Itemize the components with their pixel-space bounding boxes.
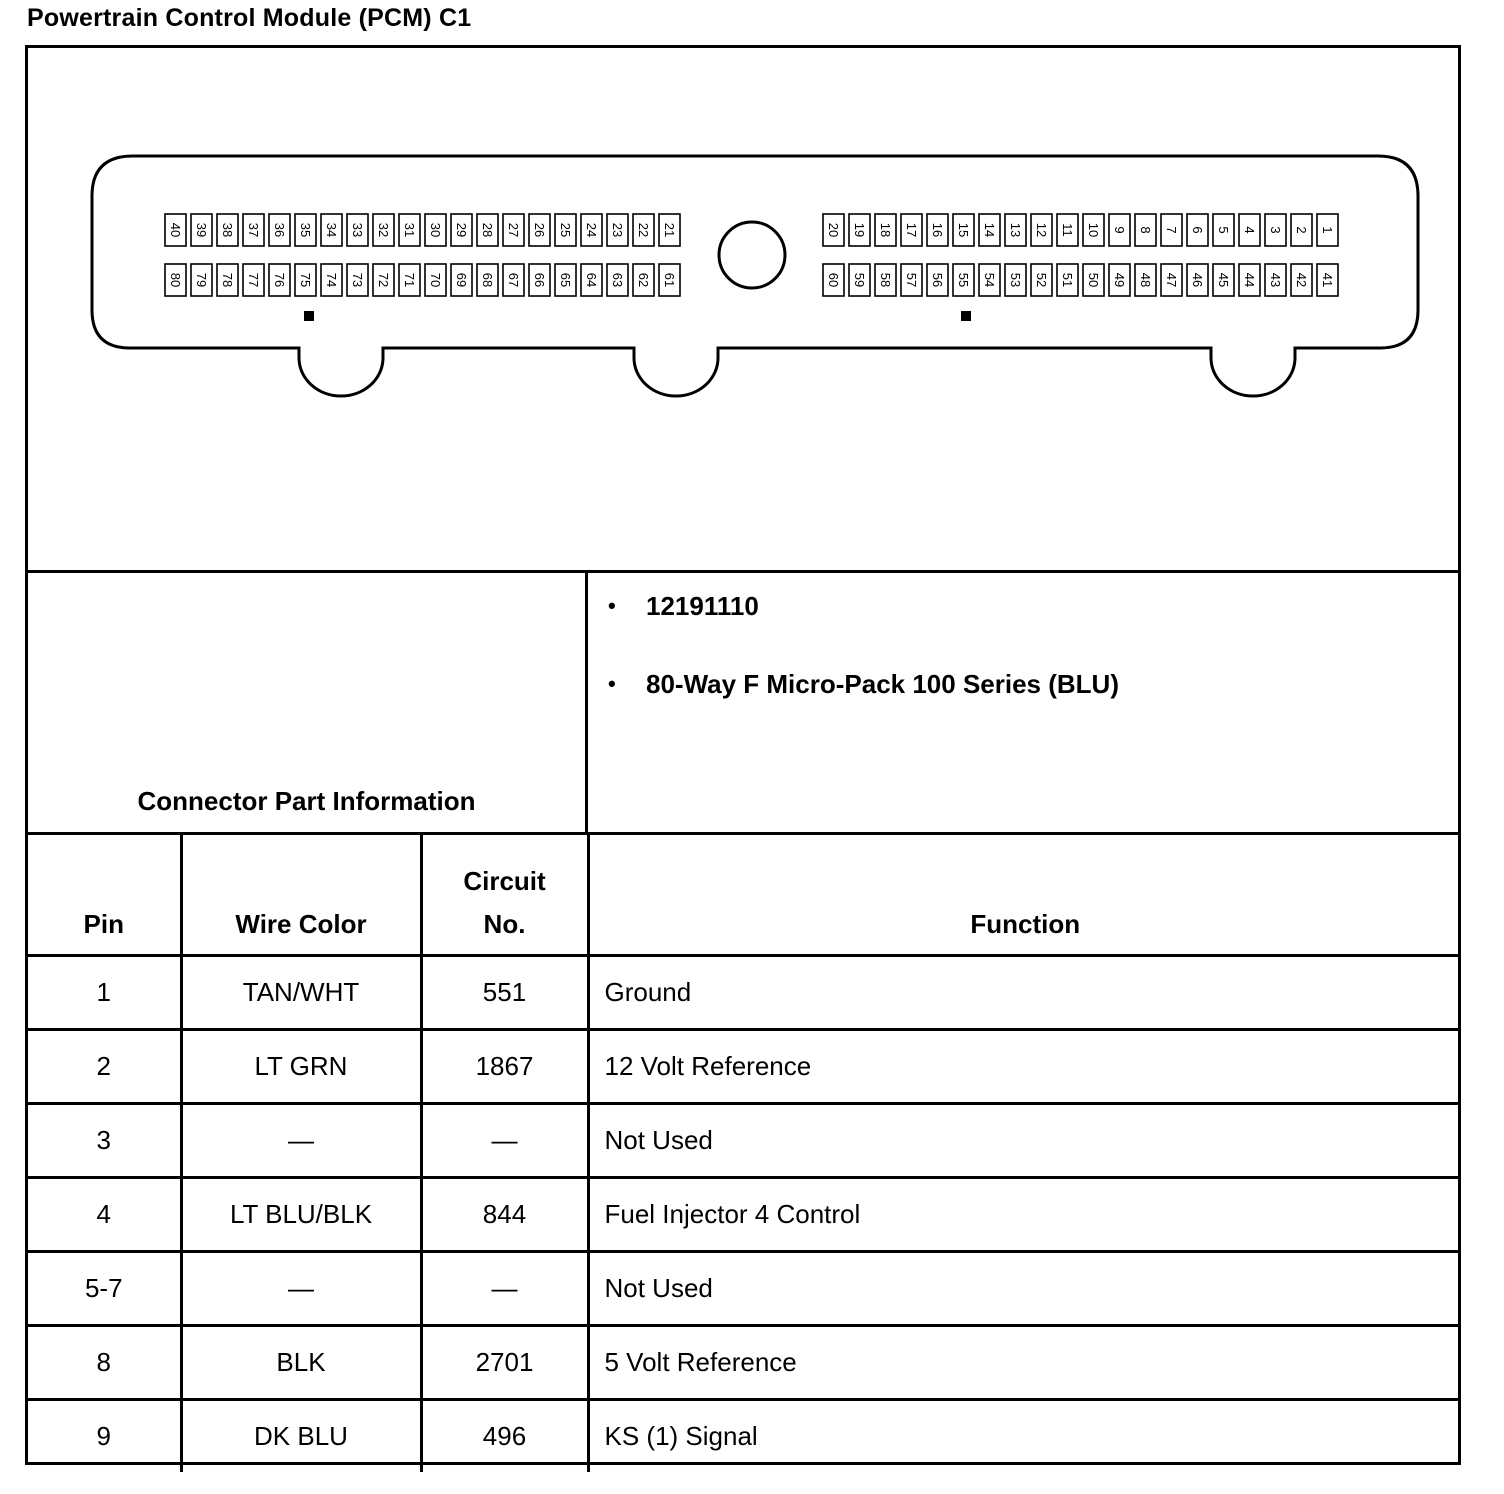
pin-cavity-65	[555, 264, 576, 296]
function-cell: Not Used	[588, 1104, 1461, 1178]
pin-cavity-41	[1317, 264, 1338, 296]
pin-cavity-22	[633, 214, 654, 246]
pin-number-label: 16	[930, 222, 945, 238]
table-row	[28, 1326, 1461, 1400]
pin-number-label: 37	[246, 222, 261, 238]
pin-number-label: 23	[610, 222, 625, 238]
pin-number-label: 28	[480, 222, 495, 238]
connector-part-info-list	[608, 591, 1119, 747]
pin-number-label: 79	[194, 272, 209, 288]
pin-number-label: 58	[878, 272, 893, 288]
circuit-cell: 844	[421, 1178, 588, 1252]
pin-number-label: 18	[878, 222, 893, 238]
pin-number-label: 70	[428, 272, 443, 288]
pin-cavity-24	[581, 214, 602, 246]
wire-color-cell: DK BLU	[181, 1400, 421, 1473]
pin-number-label: 55	[956, 272, 971, 288]
pin-cavity-14	[979, 214, 1000, 246]
table-header-row	[28, 834, 1461, 956]
function-cell: Ground	[588, 956, 1461, 1030]
pin-cavity-64	[581, 264, 602, 296]
connector-center-hole	[719, 222, 785, 288]
circuit-cell: 2701	[421, 1326, 588, 1400]
pin-cavity-34	[321, 214, 342, 246]
connector-document-frame	[25, 45, 1461, 1465]
pin-number-label: 33	[350, 222, 365, 238]
pin-number-label: 45	[1216, 272, 1231, 288]
pin-cell: 4	[28, 1178, 181, 1252]
function-cell: Not Used	[588, 1252, 1461, 1326]
pin-number-label: 8	[1138, 226, 1153, 234]
pin-cavity-38	[217, 214, 238, 246]
pin-number-label: 10	[1086, 222, 1101, 238]
pin-number-label: 12	[1034, 222, 1049, 238]
pin-number-label: 65	[558, 272, 573, 288]
pin-number-label: 67	[506, 272, 521, 288]
header-wire-color: Wire Color	[181, 834, 421, 956]
pin-number-label: 5	[1216, 226, 1231, 234]
pin-number-label: 78	[220, 272, 235, 288]
pin-cavity-35	[295, 214, 316, 246]
bullet-icon: •	[608, 593, 616, 618]
pin-number-label: 3	[1268, 226, 1283, 234]
pin-number-label: 64	[584, 272, 599, 288]
pin-cavity-25	[555, 214, 576, 246]
header-function: Function	[588, 834, 1461, 956]
pin-cavity-52	[1031, 264, 1052, 296]
pin-number-label: 11	[1060, 223, 1075, 237]
pin-cavity-74	[321, 264, 342, 296]
pin-cavity-63	[607, 264, 628, 296]
wire-color-cell: TAN/WHT	[181, 956, 421, 1030]
pin-cavity-77	[243, 264, 264, 296]
pin-row-left-top	[165, 214, 680, 246]
pin-cavity-10	[1083, 214, 1104, 246]
pin-cavity-48	[1135, 264, 1156, 296]
pin-cavity-72	[373, 264, 394, 296]
pin-cavity-23	[607, 214, 628, 246]
pin-cavity-1	[1317, 214, 1338, 246]
pin-cavity-46	[1187, 264, 1208, 296]
pin-cavity-21	[659, 214, 680, 246]
pin-number-label: 34	[324, 222, 339, 238]
pin-cavity-37	[243, 214, 264, 246]
pin-cavity-71	[399, 264, 420, 296]
page-title: Powertrain Control Module (PCM) C1	[27, 4, 472, 32]
pin-number-label: 62	[636, 272, 651, 288]
pin-cavity-59	[849, 264, 870, 296]
pin-cavity-15	[953, 214, 974, 246]
pin-cavity-70	[425, 264, 446, 296]
pin-number-label: 63	[610, 272, 625, 288]
pin-table	[28, 832, 1461, 1472]
pin-number-label: 17	[904, 222, 919, 238]
pin-number-label: 35	[298, 222, 313, 238]
pin-cavity-53	[1005, 264, 1026, 296]
pin-number-label: 72	[376, 272, 391, 288]
pin-number-label: 68	[480, 272, 495, 288]
pin-number-label: 29	[454, 222, 469, 238]
pin-cavity-9	[1109, 214, 1130, 246]
pin-number-label: 27	[506, 222, 521, 238]
pin-number-label: 32	[376, 222, 391, 238]
pin-number-label: 57	[904, 272, 919, 288]
pin-number-label: 36	[272, 222, 287, 238]
pin-number-label: 15	[956, 222, 971, 238]
pin-cavity-51	[1057, 264, 1078, 296]
pin-number-label: 25	[558, 222, 573, 238]
pin-number-label: 54	[982, 272, 997, 288]
pin-40-side-marker	[304, 311, 314, 321]
pin-number-label: 22	[636, 222, 651, 238]
connector-part-info-label-cell	[28, 573, 588, 833]
wire-color-cell: —	[181, 1252, 421, 1326]
function-cell: Fuel Injector 4 Control	[588, 1178, 1461, 1252]
pin-number-label: 26	[532, 222, 547, 238]
table-row	[28, 956, 1461, 1030]
pin-number-label: 75	[298, 272, 313, 288]
pin-cell: 9	[28, 1400, 181, 1473]
pin-cavity-19	[849, 214, 870, 246]
pin-cavity-40	[165, 214, 186, 246]
pin-cavity-32	[373, 214, 394, 246]
pin-number-label: 24	[584, 222, 599, 238]
pin-cavity-44	[1239, 264, 1260, 296]
circuit-cell: —	[421, 1252, 588, 1326]
wire-color-cell: LT BLU/BLK	[181, 1178, 421, 1252]
pin-number-label: 31	[402, 222, 417, 238]
pin-number-label: 42	[1294, 272, 1309, 288]
pin-cavity-6	[1187, 214, 1208, 246]
pin-cavity-20	[823, 214, 844, 246]
pin-cavity-80	[165, 264, 186, 296]
bullet-icon: •	[608, 671, 616, 696]
pin-cavity-57	[901, 264, 922, 296]
pin-cavity-58	[875, 264, 896, 296]
pin-number-label: 1	[1320, 226, 1335, 234]
header-circuit-no	[421, 834, 588, 956]
pin-number-label: 6	[1190, 226, 1205, 234]
pin-cavity-11	[1057, 214, 1078, 246]
pin-20-side-marker	[961, 311, 971, 321]
pin-cell: 1	[28, 956, 181, 1030]
connector-part-info-title: Connector Part Information	[137, 786, 476, 816]
connector-part-info	[28, 570, 1461, 833]
pin-number-label: 53	[1008, 272, 1023, 288]
pin-number-label: 49	[1112, 272, 1127, 288]
pin-cavity-4	[1239, 214, 1260, 246]
circuit-cell: 551	[421, 956, 588, 1030]
pin-cavity-8	[1135, 214, 1156, 246]
pin-cavity-45	[1213, 264, 1234, 296]
circuit-cell: 496	[421, 1400, 588, 1473]
pin-cavity-79	[191, 264, 212, 296]
pin-cavity-66	[529, 264, 550, 296]
pin-cavity-69	[451, 264, 472, 296]
pin-cavity-27	[503, 214, 524, 246]
part-number: 12191110	[646, 591, 759, 621]
pin-cell: 8	[28, 1326, 181, 1400]
table-row	[28, 1104, 1461, 1178]
pin-cavity-12	[1031, 214, 1052, 246]
pin-number-label: 9	[1112, 226, 1127, 234]
pin-cavity-31	[399, 214, 420, 246]
pin-number-label: 44	[1242, 272, 1257, 288]
function-cell: 5 Volt Reference	[588, 1326, 1461, 1400]
pin-row-left-bottom	[165, 264, 680, 296]
pin-cavity-68	[477, 264, 498, 296]
pin-number-label: 13	[1008, 222, 1023, 238]
pin-cavity-2	[1291, 214, 1312, 246]
pin-number-label: 38	[220, 222, 235, 238]
pin-cavity-76	[269, 264, 290, 296]
pin-cavity-54	[979, 264, 1000, 296]
pin-cavity-62	[633, 264, 654, 296]
table-row	[28, 1030, 1461, 1104]
pin-number-label: 71	[402, 272, 417, 288]
pin-cavity-73	[347, 264, 368, 296]
pin-cavity-49	[1109, 264, 1130, 296]
pin-row-right-top	[823, 214, 1338, 246]
pin-cavity-18	[875, 214, 896, 246]
pin-cavity-3	[1265, 214, 1286, 246]
pin-cell: 5-7	[28, 1252, 181, 1326]
pin-cavity-30	[425, 214, 446, 246]
pin-number-label: 51	[1060, 272, 1075, 288]
pin-cavity-16	[927, 214, 948, 246]
pin-number-label: 80	[168, 272, 183, 288]
pin-number-label: 52	[1034, 272, 1049, 288]
wire-color-cell: BLK	[181, 1326, 421, 1400]
pin-cavity-67	[503, 264, 524, 296]
header-circuit-line1: Circuit	[463, 866, 546, 896]
pin-row-right-bottom	[823, 264, 1338, 296]
connector-face-drawing	[28, 48, 1461, 571]
pin-number-label: 69	[454, 272, 469, 288]
pin-cavity-42	[1291, 264, 1312, 296]
pin-cavity-75	[295, 264, 316, 296]
pin-number-label: 2	[1294, 226, 1309, 234]
pin-number-label: 4	[1242, 226, 1257, 234]
pin-cavity-17	[901, 214, 922, 246]
circuit-cell: —	[421, 1104, 588, 1178]
pin-cavity-33	[347, 214, 368, 246]
pin-number-label: 66	[532, 272, 547, 288]
header-pin: Pin	[28, 834, 181, 956]
pin-cavity-50	[1083, 264, 1104, 296]
list-item	[608, 591, 1119, 669]
pin-cell: 3	[28, 1104, 181, 1178]
pin-cavity-5	[1213, 214, 1234, 246]
pin-number-label: 50	[1086, 272, 1101, 288]
pin-number-label: 19	[852, 222, 867, 238]
pin-number-label: 43	[1268, 272, 1283, 288]
pin-cell: 2	[28, 1030, 181, 1104]
pin-number-label: 56	[930, 272, 945, 288]
wire-color-cell: LT GRN	[181, 1030, 421, 1104]
pin-number-label: 77	[246, 272, 261, 288]
pin-cavity-60	[823, 264, 844, 296]
pin-number-label: 48	[1138, 272, 1153, 288]
pin-number-label: 59	[852, 272, 867, 288]
pin-cavity-56	[927, 264, 948, 296]
pin-number-label: 60	[826, 272, 841, 288]
pin-number-label: 73	[350, 272, 365, 288]
table-row	[28, 1178, 1461, 1252]
pin-number-label: 39	[194, 222, 209, 238]
pin-cavity-26	[529, 214, 550, 246]
table-row	[28, 1252, 1461, 1326]
pin-number-label: 40	[168, 222, 183, 238]
pin-number-label: 41	[1320, 272, 1335, 288]
pin-number-label: 74	[324, 272, 339, 288]
function-cell: KS (1) Signal	[588, 1400, 1461, 1473]
pin-number-label: 7	[1164, 226, 1179, 234]
pin-cavity-61	[659, 264, 680, 296]
list-item	[608, 669, 1119, 747]
header-circuit-line2: No.	[483, 909, 526, 939]
pin-number-label: 20	[826, 222, 841, 238]
pin-number-label: 14	[982, 222, 997, 238]
pin-cavity-29	[451, 214, 472, 246]
pin-cavity-39	[191, 214, 212, 246]
pin-cavity-78	[217, 264, 238, 296]
pin-cavity-13	[1005, 214, 1026, 246]
pin-number-label: 30	[428, 222, 443, 238]
circuit-cell: 1867	[421, 1030, 588, 1104]
pin-cavity-7	[1161, 214, 1182, 246]
pin-cavity-55	[953, 264, 974, 296]
pin-number-label: 46	[1190, 272, 1205, 288]
pin-number-label: 76	[272, 272, 287, 288]
connector-description: 80-Way F Micro-Pack 100 Series (BLU)	[646, 669, 1119, 699]
pin-cavity-47	[1161, 264, 1182, 296]
function-cell: 12 Volt Reference	[588, 1030, 1461, 1104]
pin-cavity-28	[477, 214, 498, 246]
table-row	[28, 1400, 1461, 1473]
wire-color-cell: —	[181, 1104, 421, 1178]
pin-number-label: 47	[1164, 272, 1179, 288]
connector-diagram	[28, 48, 1461, 571]
pin-cavity-43	[1265, 264, 1286, 296]
pin-cavity-36	[269, 214, 290, 246]
pin-number-label: 61	[662, 272, 677, 288]
pin-number-label: 21	[662, 222, 677, 238]
